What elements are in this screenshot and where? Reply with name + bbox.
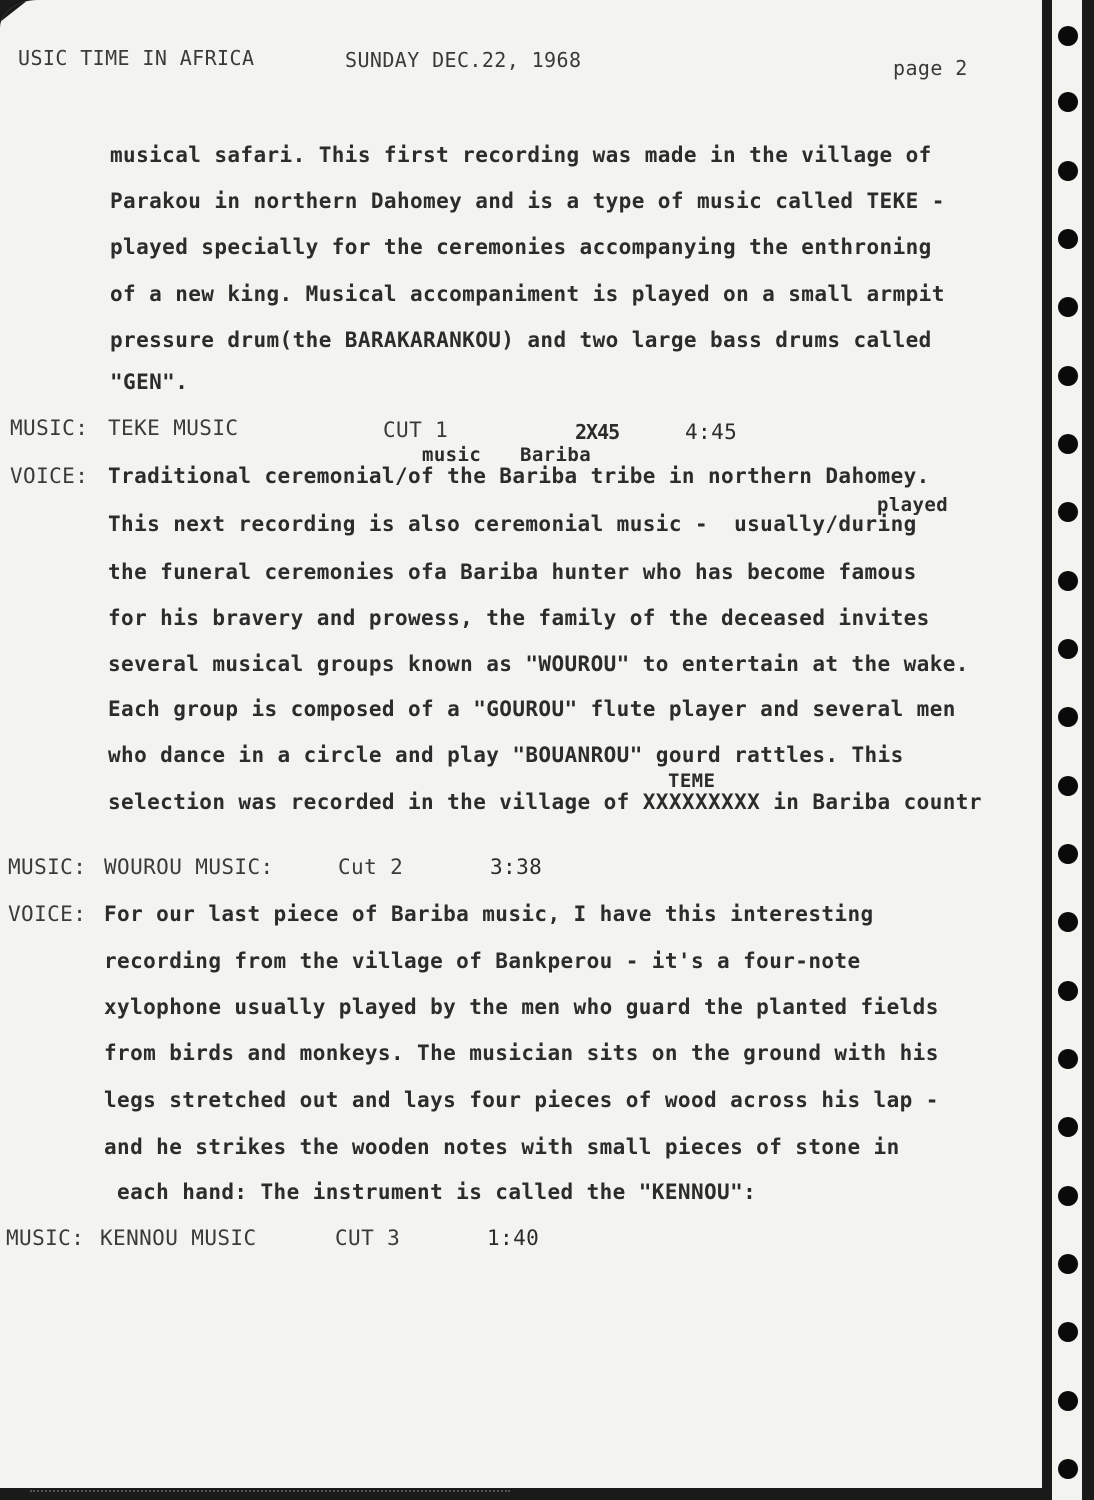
punch-hole xyxy=(1058,229,1078,249)
punch-hole xyxy=(1058,1391,1078,1411)
music-cue-label: MUSIC: xyxy=(8,855,87,879)
handwritten-time: 1:40 xyxy=(487,1226,540,1250)
voice-line: each hand: The instrument is called the "KENNOU": xyxy=(104,1180,757,1204)
voice-line: for his bravery and prowess, the family of the deceased invites xyxy=(108,606,930,630)
voice-cue-label: VOICE: xyxy=(8,902,87,926)
cue-title: WOUROU MUSIC: xyxy=(104,855,274,879)
program-title: USIC TIME IN AFRICA xyxy=(18,46,255,70)
voice-cue-label: VOICE: xyxy=(10,464,89,488)
punch-hole xyxy=(1058,1049,1078,1069)
punch-hole xyxy=(1058,639,1078,659)
punch-hole xyxy=(1058,707,1078,727)
inserted-word: Bariba xyxy=(520,444,592,466)
inserted-word: music xyxy=(422,444,482,466)
torn-corner xyxy=(0,0,28,22)
punch-hole xyxy=(1058,1186,1078,1206)
intro-line: Parakou in northern Dahomey and is a type of music called TEKE - xyxy=(110,189,945,213)
voice-line: several musical groups known as "WOUROU" to entertain at the wake. xyxy=(108,652,969,676)
punch-hole xyxy=(1058,912,1078,932)
page-number: page 2 xyxy=(893,56,968,80)
punch-hole xyxy=(1058,571,1078,591)
voice-line: legs stretched out and lays four pieces of wood across his lap - xyxy=(104,1088,939,1112)
voice-line: Traditional ceremonial/of the Bariba tribe in northern Dahomey. xyxy=(108,464,930,488)
voice-line: from birds and monkeys. The musician sits on the ground with his xyxy=(104,1041,939,1065)
bottom-edge-marks xyxy=(30,1490,510,1495)
voice-line: For our last piece of Bariba music, I have this interesting xyxy=(104,902,874,926)
cue-title: TEKE MUSIC xyxy=(108,416,239,440)
punch-hole xyxy=(1058,161,1078,181)
cue-cut: CUT 3 xyxy=(335,1226,401,1250)
punch-hole xyxy=(1058,981,1078,1001)
voice-line: who dance in a circle and play "BOUANROU" gourd rattles. This xyxy=(108,743,904,767)
inserted-word: played xyxy=(877,494,949,516)
punch-hole xyxy=(1058,502,1078,522)
voice-line: recording from the village of Bankperou - it's a four-note xyxy=(104,949,861,973)
intro-line: musical safari. This first recording was made in the village of xyxy=(110,143,932,167)
voice-line: the funeral ceremonies ofa Bariba hunter who has become famous xyxy=(108,560,917,584)
punch-hole xyxy=(1058,1254,1078,1274)
perforation-strip xyxy=(1052,0,1082,1500)
handwritten-time: 3:38 xyxy=(490,855,543,879)
music-cue-label: MUSIC: xyxy=(6,1226,85,1250)
cue-title: KENNOU MUSIC xyxy=(100,1226,257,1250)
punch-hole xyxy=(1058,434,1078,454)
struck-out-time: 2X45 xyxy=(575,420,620,444)
punch-hole xyxy=(1058,92,1078,112)
intro-line: "GEN". xyxy=(110,370,189,394)
punch-hole xyxy=(1058,776,1078,796)
punch-hole xyxy=(1058,1322,1078,1342)
intro-line: of a new king. Musical accompaniment is played on a small armpit xyxy=(110,282,945,306)
voice-line: and he strikes the wooden notes with small pieces of stone in xyxy=(104,1135,900,1159)
cue-cut: CUT 1 xyxy=(383,418,449,442)
punch-hole xyxy=(1058,1117,1078,1137)
cue-cut: Cut 2 xyxy=(338,855,404,879)
punch-hole xyxy=(1058,844,1078,864)
inserted-word: TEME xyxy=(668,770,716,792)
intro-line: pressure drum(the BARAKARANKOU) and two large bass drums called xyxy=(110,328,932,352)
voice-line: xylophone usually played by the men who guard the planted fields xyxy=(104,995,939,1019)
punch-hole xyxy=(1058,26,1078,46)
music-cue-label: MUSIC: xyxy=(10,416,89,440)
broadcast-date: SUNDAY DEC.22, 1968 xyxy=(345,48,582,72)
voice-line: This next recording is also ceremonial music - usually/during xyxy=(108,512,917,536)
punch-hole xyxy=(1058,297,1078,317)
voice-line: selection was recorded in the village of XXXXXXXXX in Bariba countr xyxy=(108,790,982,814)
punch-hole xyxy=(1058,366,1078,386)
intro-line: played specially for the ceremonies accompanying the enthroning xyxy=(110,235,932,259)
handwritten-time: 4:45 xyxy=(685,420,738,444)
voice-line: Each group is composed of a "GOUROU" flute player and several men xyxy=(108,697,956,721)
punch-hole xyxy=(1058,1459,1078,1479)
